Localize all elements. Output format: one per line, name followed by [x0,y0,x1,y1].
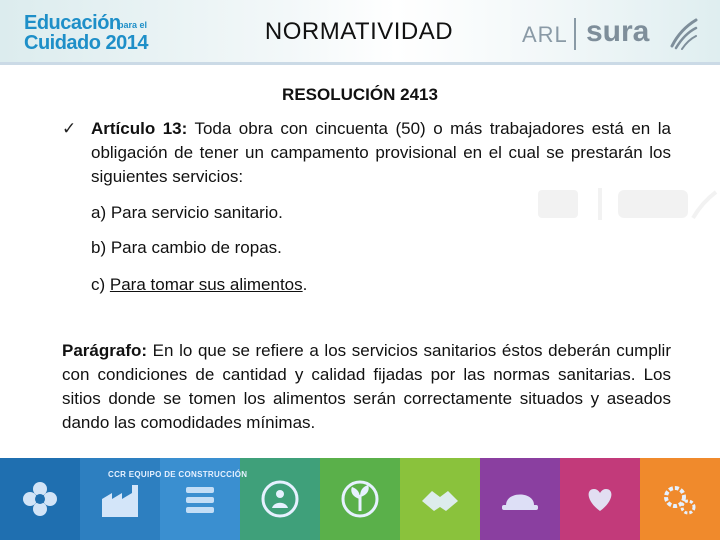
sura-swoosh-icon [668,16,698,50]
brand-divider [574,18,576,50]
list-item-underlined: Para tomar sus alimentos [109,275,303,294]
list-item-suffix: . [302,275,308,294]
stack-icon [178,477,222,521]
logo-small-text: para el [118,20,148,30]
resolution-title: RESOLUCIÓN 2413 [282,85,438,104]
sprout-icon [338,477,382,521]
page-title: NORMATIVIDAD [264,18,454,45]
footer-tile [240,458,320,540]
checkmark-icon: ✓ [62,119,77,138]
arl-sura-logo [522,14,702,54]
heart-hand-icon [578,477,622,521]
gears-icon [658,477,702,521]
watermark-logo [538,184,718,224]
paragraph-note [62,339,671,435]
sura-text: sura [586,15,650,48]
header-divider [0,62,720,65]
helmet-icon [498,477,542,521]
footer-tile [560,458,640,540]
handshake-icon [418,477,462,521]
people-circle-icon [258,477,302,521]
logo-line-2: Cuidado 2014 [24,32,149,54]
educacion-logo [24,12,164,56]
footer-tile [320,458,400,540]
list-item [91,275,307,295]
paragraph-label: Parágrafo: [62,341,148,360]
list-item: b) Para cambio de ropas. [91,238,282,257]
paragraph-text: En lo que se refiere a los servicios sanitarios éstos deberán cumplir con condiciones de cantidad y calidad fijadas por las normas sanitarias. Los sitios donde se tomen los alimentos serán correctamente situados y aseados dando las comodidades mínimas. [62,341,671,432]
header [0,0,720,66]
flower-icon [18,477,62,521]
footer-tile [640,458,720,540]
list-item: a) Para servicio sanitario. [91,203,283,222]
footer-caption: CCR EQUIPO DE CONSTRUCCIÓN [108,470,248,479]
article-paragraph [91,117,671,189]
article-text: Toda obra con cincuenta (50) o más trabajadores está en la obligación de tener un campamento provisional en el cual se prestarán los siguientes servicios: [91,119,671,186]
footer-tile [0,458,80,540]
list-item-prefix: c) [91,275,110,294]
factory-icon [98,477,142,521]
logo-line-1: Educación [24,12,121,34]
footer-tile [400,458,480,540]
footer-tile [480,458,560,540]
arl-text: ARL [522,22,568,47]
article-label: Artículo 13: [91,119,188,138]
